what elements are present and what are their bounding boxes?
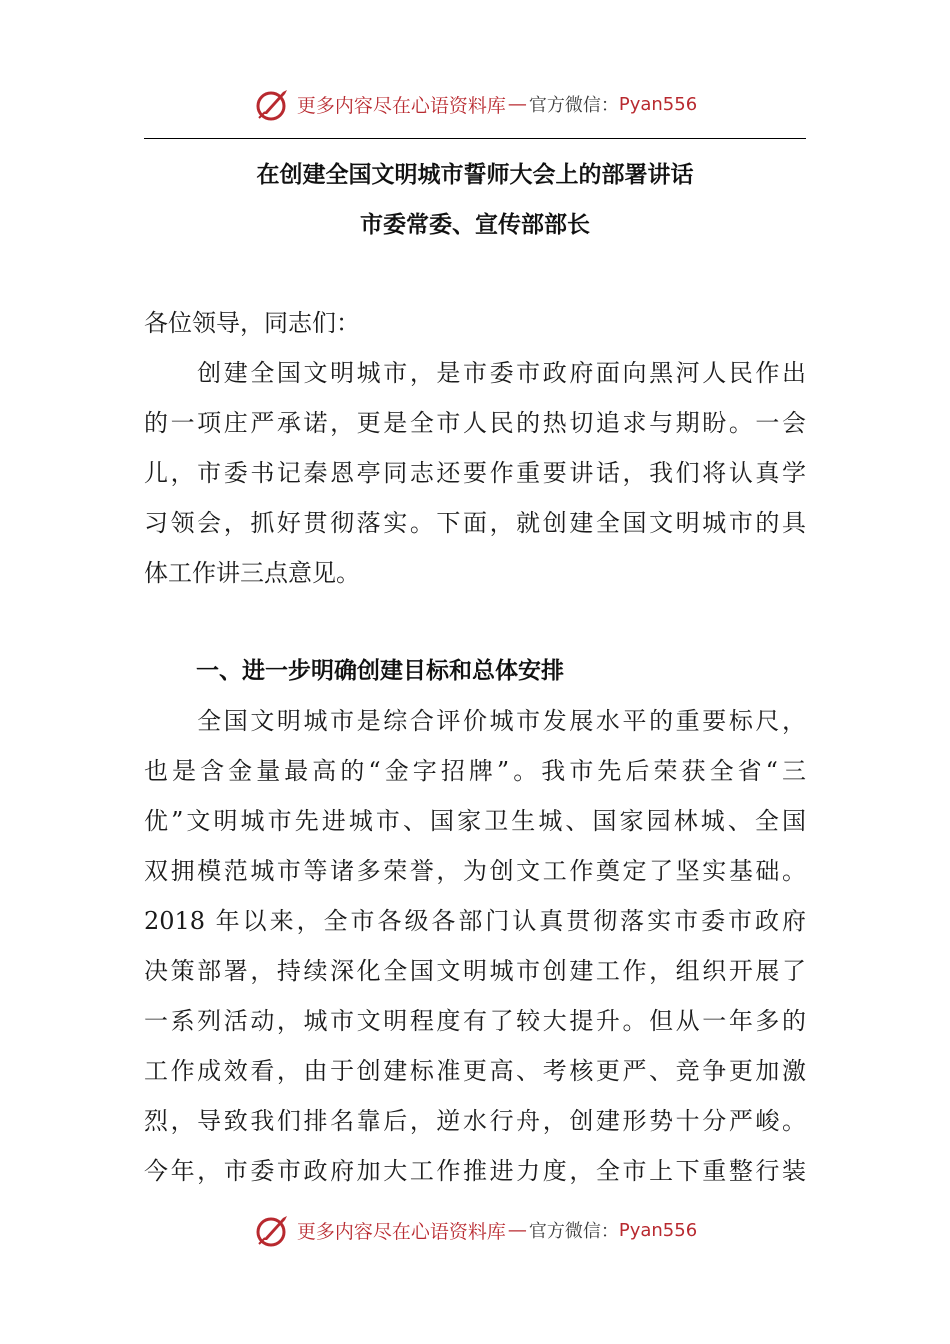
banner-dash: —: [507, 93, 527, 115]
banner-text: 更多内容尽在心语资料库: [296, 94, 506, 117]
section-heading: 一、进一步明确创建目标和总体安排: [196, 658, 564, 684]
footer-watermark-banner: [0, 1208, 950, 1252]
header-watermark-banner: [0, 82, 950, 126]
banner-wechat-id: Pyan556: [618, 1219, 698, 1241]
paragraph-line: 今年，市委市政府加大工作推进力度，全市上下重整行装: [144, 1157, 806, 1185]
paragraph-line: 优”文明城市先进城市、国家卫生城、国家园林城、全国: [144, 807, 806, 835]
quill-logo-icon: [253, 1210, 293, 1250]
intro-paragraph: [144, 348, 806, 598]
paragraph-line: 一系列活动，城市文明程度有了较大提升。但从一年多的: [144, 1007, 806, 1035]
paragraph-line: 的一项庄严承诺，更是全市人民的热切追求与期盼。一会: [144, 409, 806, 437]
paragraph-line: 习领会，抓好贯彻落实。下面，就创建全国文明城市的具: [144, 509, 806, 537]
paragraph-line: 体工作讲三点意见。: [144, 559, 360, 587]
greeting-line: 各位领导，同志们：: [144, 309, 360, 337]
banner-wechat-id: Pyan556: [618, 93, 698, 115]
paragraph-line: 创建全国文明城市，是市委市政府面向黑河人民作出: [144, 359, 806, 387]
paragraph-line: 全国文明城市是综合评价城市发展水平的重要标尺，: [144, 707, 806, 735]
paragraph-line: 2018 年以来，全市各级各部门认真贯彻落实市委市政府: [144, 907, 806, 935]
greeting: [144, 298, 806, 348]
banner-wechat-label: 官方微信：: [528, 1221, 619, 1242]
banner-dash: —: [507, 1219, 527, 1241]
paragraph-line: 双拥模范城市等诸多荣誉，为创文工作奠定了坚实基础。: [144, 857, 806, 885]
quill-logo-icon: [253, 84, 293, 124]
paragraph-line: 烈，导致我们排名靠后，逆水行舟，创建形势十分严峻。: [144, 1107, 806, 1135]
paragraph-line: 儿，市委书记秦恩亭同志还要作重要讲话，我们将认真学: [144, 459, 806, 487]
paragraph-line: 决策部署，持续深化全国文明城市创建工作，组织开展了: [144, 957, 806, 985]
section-paragraph: [144, 696, 806, 1196]
paragraph-line: 也是含金量最高的“金字招牌”。我市先后荣获全省“三: [144, 757, 806, 785]
paragraph-line: 工作成效看，由于创建标准更高、考核更严、竞争更加激: [144, 1057, 806, 1085]
banner-wechat-label: 官方微信：: [528, 95, 619, 116]
document-subtitle: 市委常委、宣传部部长: [360, 212, 590, 238]
document-title: 在创建全国文明城市誓师大会上的部署讲话: [256, 162, 694, 188]
banner-text: 更多内容尽在心语资料库: [296, 1220, 506, 1243]
header-rule: [144, 138, 806, 139]
